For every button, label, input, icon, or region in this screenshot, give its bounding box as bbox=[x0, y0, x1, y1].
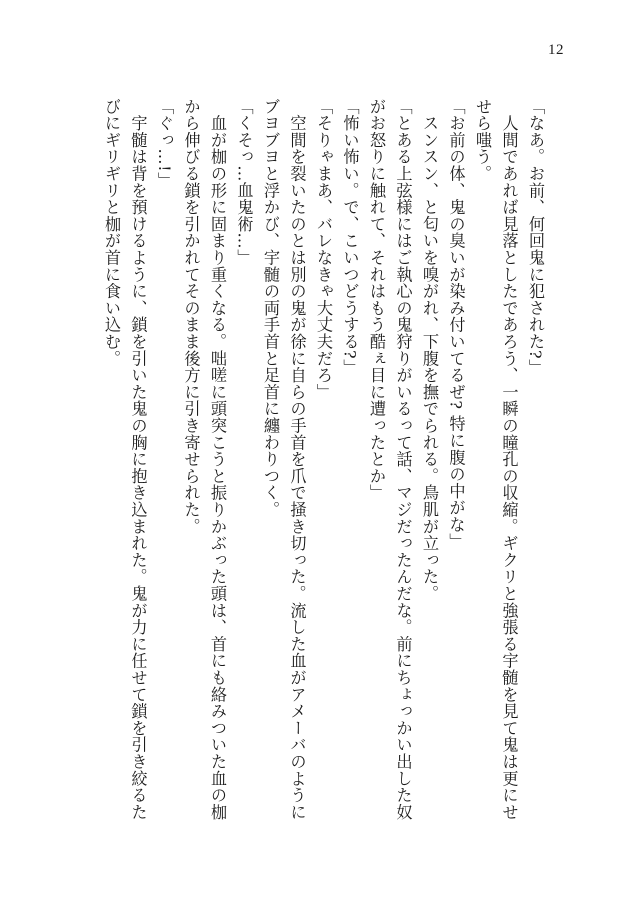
page-number: 12 bbox=[548, 42, 564, 58]
paragraph: 「怖い怖い。で、こいつどうする?」 bbox=[340, 98, 360, 377]
paragraph: 「くそっ…血鬼術…」 bbox=[234, 98, 254, 266]
paragraph: 血が枷の形に固まり重くなる。咄嗟に頭突こうと振りかぶった頭は、首にも絡みついた血の枷から伸びる鎖を引かれてそのまま後方に引き寄せられた。 bbox=[181, 98, 227, 821]
paragraph: 「そりゃまあ、バレなきゃ大丈夫だろ」 bbox=[314, 98, 333, 401]
paragraph: 「なあ。お前、何回鬼に犯された?」 bbox=[526, 98, 545, 377]
paragraph: 「お前の体、鬼の臭いが染み付いてるぜ? 特に腹の中がな」 bbox=[446, 98, 466, 550]
vertical-text-body bbox=[88, 98, 548, 833]
paragraph: 宇髄は背を預けるように、鎖を引いた鬼の胸に抱き込まれた。鬼が力に任せて鎖を引き絞るたびにギリギリと枷が首に食い込む。 bbox=[102, 98, 148, 821]
paragraph: スンスン、と匂いを嗅がれ、下腹を撫でられる。鳥肌が立った。 bbox=[420, 98, 439, 602]
paragraph: 空間を裂いたのとは別の鬼が徐に自らの手首を爪で掻き切った。流した血がアメーバのようにブヨブヨと浮かび、宇髄の両手首と足首に纏わりつく。 bbox=[261, 98, 307, 821]
paragraph: 「ぐっ…!」 bbox=[155, 98, 174, 190]
paragraph: 人間であれば見落としたであろう、一瞬の瞳孔の収縮。ギクリと強張る宇髄を見て鬼は更にせせら嗤う。 bbox=[473, 98, 519, 821]
paragraph: 「とある上弦様にはご執心の鬼狩りがいるって話、マジだったんだな。前にちょっかい出した奴がお怒りに触れて、それはもう酷ぇ目に遭ったとか」 bbox=[367, 98, 413, 821]
